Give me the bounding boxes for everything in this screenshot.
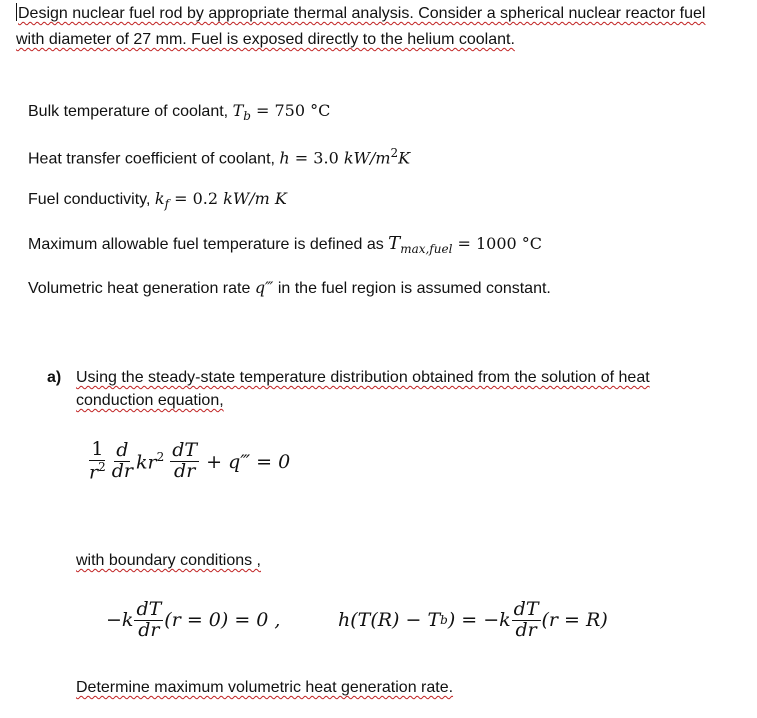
h-coef-value: = 3.0 xyxy=(289,148,344,168)
bc-left-frac xyxy=(134,600,163,641)
bc-intro-text: with boundary conditions , xyxy=(76,552,261,569)
bc-left-prefix: −k xyxy=(106,609,134,632)
k-fuel-label: Fuel conductivity, xyxy=(28,191,155,208)
k-fuel-sub: f xyxy=(164,197,170,212)
tmax-symbol: T xyxy=(388,233,401,254)
f1-den: $r^2$ xyxy=(89,459,106,484)
f1-den-r: r xyxy=(89,461,99,484)
tmax-sub: max,fuel xyxy=(400,242,453,257)
bc-left-frac-den: dr xyxy=(138,618,160,641)
frac-1-over-r2 xyxy=(87,440,108,483)
part-a-line-2 xyxy=(76,392,224,410)
bulk-temp-value: = 750 °C xyxy=(250,101,331,120)
bc-right-sub: b xyxy=(440,613,448,628)
final-instruction xyxy=(76,679,453,697)
bc-right-rest: (r = R) xyxy=(541,609,608,632)
part-a-line-1 xyxy=(76,369,650,387)
bc-right-lhs: h(T(R) − T xyxy=(338,609,441,632)
f3-num: dT xyxy=(172,439,198,462)
bc-right xyxy=(338,600,608,641)
final-text: Determine maximum volumetric heat generation rate. xyxy=(76,679,454,696)
bc-right-frac-num: dT xyxy=(513,598,539,620)
k-fuel-symbol: k xyxy=(154,189,165,208)
part-a-text-2: conduction equation, xyxy=(76,392,224,409)
kr2-text: kr xyxy=(135,451,157,474)
bc-right-frac xyxy=(512,600,541,641)
f3-den: dr xyxy=(174,460,196,483)
qgen-label: Volumetric heat generation rate xyxy=(28,280,255,297)
h-coef-symbol: h xyxy=(279,148,290,168)
bulk-temp-symbol: T xyxy=(232,101,244,120)
tmax-label: Maximum allowable fuel temperature is defined as xyxy=(28,236,389,253)
bc-intro xyxy=(76,552,261,570)
equation-rest: + q‴ = 0 xyxy=(200,450,291,473)
part-a-text-1: Using the steady-state temperature distribution obtained from the solution of heat xyxy=(76,369,650,386)
given-k-fuel xyxy=(28,189,287,211)
h-coef-unit: kW/m xyxy=(343,148,391,168)
h-coef-label: Heat transfer coefficient of coolant, xyxy=(28,150,280,168)
bc-right-frac-den: dr xyxy=(515,618,537,641)
frac-dT-over-dr xyxy=(170,441,199,482)
text-cursor xyxy=(16,3,17,21)
f1-num: 1 xyxy=(91,438,104,460)
qgen-symbol: q‴ xyxy=(254,278,274,297)
intro-text-2: with diameter of 27 mm. Fuel is exposed directly to the helium coolant. xyxy=(16,31,515,48)
kr2-term: $kr^2$ xyxy=(135,449,165,474)
f2-num: d xyxy=(116,439,129,462)
tmax-value: = 1000 °C xyxy=(452,234,543,253)
bc-left xyxy=(106,600,280,641)
h-coef-sup: 2 xyxy=(390,146,399,160)
bc-left-rest: (r = 0) = 0 , xyxy=(164,609,281,632)
h-coef-unit2: K xyxy=(398,148,411,168)
bulk-temp-sub: b xyxy=(243,109,251,124)
k-fuel-unit: kW/m K xyxy=(223,189,287,208)
bc-left-frac-num: dT xyxy=(136,598,162,620)
given-bulk-temp xyxy=(28,101,330,123)
intro-line-1 xyxy=(16,3,705,24)
given-tmax xyxy=(28,233,542,256)
intro-line-2 xyxy=(16,30,515,50)
bulk-temp-label: Bulk temperature of coolant, xyxy=(28,103,233,120)
heat-equation xyxy=(86,440,290,483)
bc-right-mid: ) = −k xyxy=(447,609,511,632)
f2-den: dr xyxy=(111,460,133,483)
given-h-coef xyxy=(28,146,410,168)
part-a-marker: a) xyxy=(47,369,62,386)
qgen-rest: in the fuel region is assumed constant. xyxy=(273,280,551,297)
given-qgen xyxy=(28,278,551,298)
k-fuel-value: = 0.2 xyxy=(169,189,224,208)
intro-text-1: Design nuclear fuel rod by appropriate thermal analysis. Consider a spherical nuclear reactor fuel xyxy=(18,5,706,22)
frac-d-over-dr xyxy=(110,441,135,482)
